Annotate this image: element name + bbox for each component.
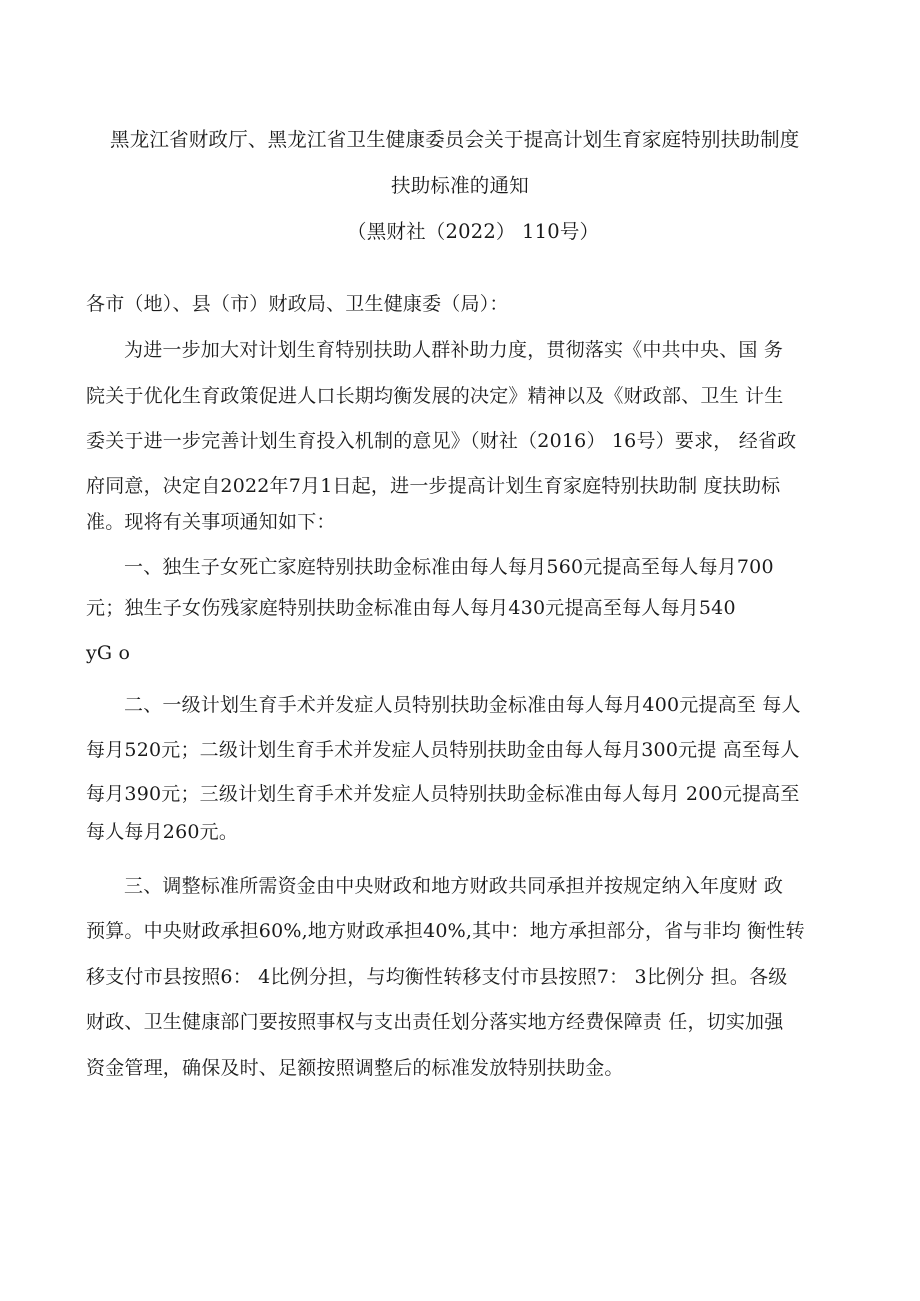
paragraph-line: 二、一级计划生育手术并发症人员特别扶助金标准由每人每月400元提高至 每人 [124,694,801,716]
paragraph-line: yG o [86,642,131,664]
paragraph-line: 资金管理，确保及时、足额按照调整后的标准发放特别扶助金。 [86,1057,624,1079]
paragraph-line: 三、调整标准所需资金由中央财政和地方财政共同承担并按规定纳入年度财 政 [124,875,784,897]
paragraph-line: 为进一步加大对计划生育特别扶助人群补助力度，贯彻落实《中共中央、国 务 [124,339,784,361]
salutation: 各市（地）、县（市）财政局、卫生健康委（局）： [86,293,509,315]
paragraph-line: 每人每月260元。 [86,821,239,843]
paragraph-line: 预算。中央财政承担60%,地方财政承担40%,其中：地方承担部分，省与非均 衡性转 [86,920,805,942]
paragraph-line: 府同意，决定自2022年7月1日起，进一步提高计划生育家庭特别扶助制 度扶助标 [86,475,781,497]
paragraph-line: 财政、卫生健康部门要按照事权与支出责任划分落实地方经费保障责 任，切实加强 [86,1011,784,1033]
paragraph-line: 院关于优化生育政策促进人口长期均衡发展的决定》精神以及《财政部、卫生 计生 [86,385,784,407]
paragraph-line: 准。现将有关事项通知如下： [86,511,336,533]
document-title-line-1: 黑龙江省财政厅、黑龙江省卫生健康委员会关于提高计划生育家庭特别扶助制度 [110,128,800,151]
paragraph-line: 每月390元；三级计划生育手术并发症人员特别扶助金标准由每人每月 200元提高至 [86,783,800,805]
paragraph-line: 元；独生子女伤残家庭特别扶助金标准由每人每月430元提高至每人每月540 [86,597,736,619]
paragraph-line: 每月520元；二级计划生育手术并发症人员特别扶助金由每人每月300元提 高至每人 [86,739,800,761]
paragraph-line: 移支付市县按照6： 4比例分担，与均衡性转移支付市县按照7： 3比例分 担。各级 [86,966,788,988]
paragraph-line: 一、独生子女死亡家庭特别扶助金标准由每人每月560元提高至每人每月700 [124,556,774,578]
paragraph-line: 委关于进一步完善计划生育投入机制的意见》（财社（2016） 16号）要求， 经省政 [86,430,797,452]
document-number: （黑财社（2022） 110号） [347,220,600,243]
document-title-line-2: 扶助标准的通知 [391,174,529,197]
